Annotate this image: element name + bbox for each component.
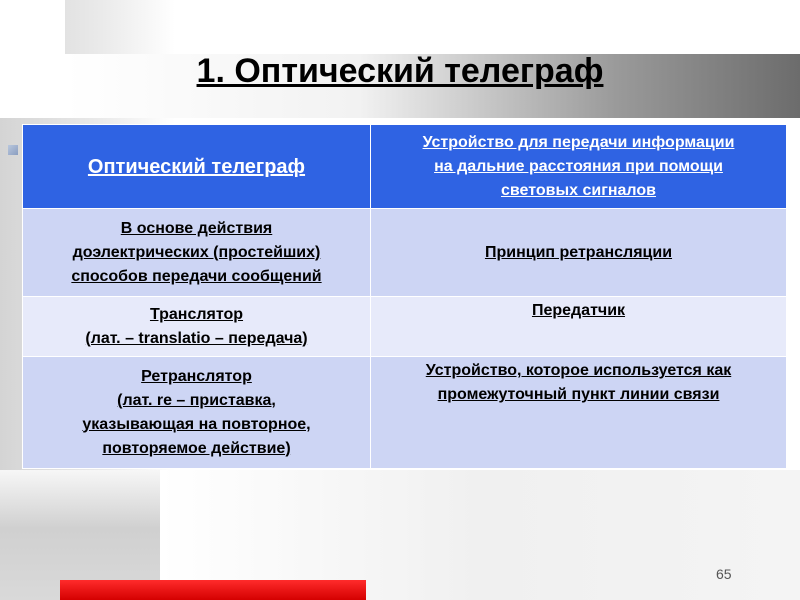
header-definition-line: световых сигналов (501, 181, 656, 199)
table-header-row (23, 125, 787, 209)
definition-table (22, 124, 787, 469)
row-term-cell (23, 357, 371, 469)
cell-line: промежуточный пункт линии связи (437, 386, 720, 403)
cell-line: Ретранслятор (141, 367, 252, 385)
table-row (23, 297, 787, 357)
cell-line: доэлектрических (простейших) (72, 243, 321, 261)
header-definition-line: Устройство для передачи информации (422, 133, 735, 151)
table-row (23, 209, 787, 297)
cell-line: Передатчик (531, 302, 626, 319)
cell-line: способов передачи сообщений (71, 267, 322, 285)
cell-line: повторяемое действие) (102, 439, 291, 457)
cell-line: В основе действия (120, 219, 273, 237)
slide-number: 65 (716, 566, 732, 582)
red-accent-bar (60, 580, 366, 600)
bullet-square-icon (8, 145, 18, 155)
header-cell-term: Оптический телеграф (23, 125, 371, 209)
row-definition-cell (371, 357, 787, 469)
row-definition-cell (371, 297, 787, 357)
header-cell-definition (371, 125, 787, 209)
cell-line: указывающая на повторное, (82, 415, 311, 433)
row-term-cell (23, 209, 371, 297)
cell-line: (лат. – translatio – передача) (85, 329, 308, 347)
slide-title: 1. Оптический телеграф (196, 52, 604, 90)
cell-line: Транслятор (149, 305, 244, 323)
row-term-cell (23, 297, 371, 357)
cell-line: Устройство, которое используется как (425, 362, 732, 379)
table-row (23, 357, 787, 469)
cell-line: Принцип ретрансляции (484, 243, 673, 261)
header-definition-line: на дальние расстояния при помощи (434, 157, 723, 175)
row-definition-cell (371, 209, 787, 297)
cell-line: (лат. re – приставка, (117, 391, 276, 409)
